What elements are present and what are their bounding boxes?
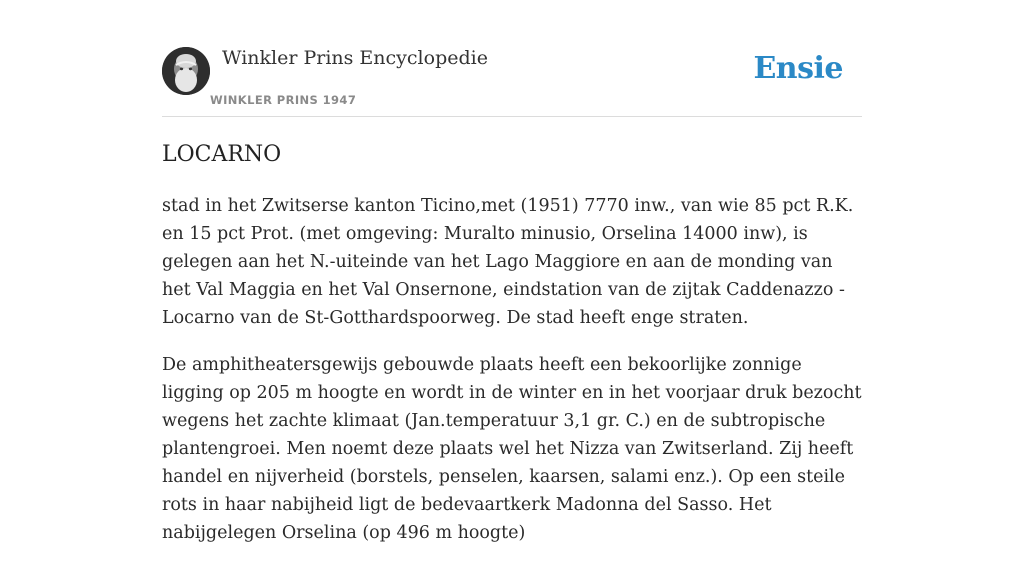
site-header	[162, 0, 862, 117]
source-label[interactable]: WINKLER PRINS 1947	[210, 93, 357, 107]
avatar[interactable]	[162, 47, 210, 95]
article-paragraph: De amphitheatersgewijs gebouwde plaats heeft een bekoorlijke zonnige ligging op 205 m hoogte en wordt in de winter en in het voorjaar druk bezocht wegens het zachte klimaat (Jan.temperatuur 3,1 gr. C.) en de subtropische plantengroei. Men noemt deze plaats wel het Nizza van Zwitserland. Zij heeft handel en nijverheid (borstels, penselen, kaarsen, salami enz.). Op een steile rots in haar nabijheid ligt de bedevaartkerk Madonna del Sasso. Het nabijgelegen Orselina (op 496 m hoogte)	[162, 355, 862, 543]
page-container	[162, 0, 862, 543]
article-body	[162, 192, 862, 566]
article-paragraph: stad in het Zwitserse kanton Ticino,met (1951) 7770 inw., van wie 85 pct R.K. en 15 pct Prot. (met omgeving: Muralto minusio, Orselina 14000 inw), is gelegen aan het N.-uiteinde van het Lago Maggiore en aan de monding van het Val Maggia en het Val Onsernone, eindstation van de zijtak Caddenazzo - Locarno van de St-Gotthardspoorweg. De stad heeft enge straten.	[162, 196, 854, 328]
site-title[interactable]: Winkler Prins Encyclopedie	[222, 47, 488, 69]
ensie-logo[interactable]: Ensie	[753, 51, 843, 86]
page-title: LOCARNO	[162, 142, 282, 167]
bearded-man-portrait-icon	[162, 47, 210, 95]
